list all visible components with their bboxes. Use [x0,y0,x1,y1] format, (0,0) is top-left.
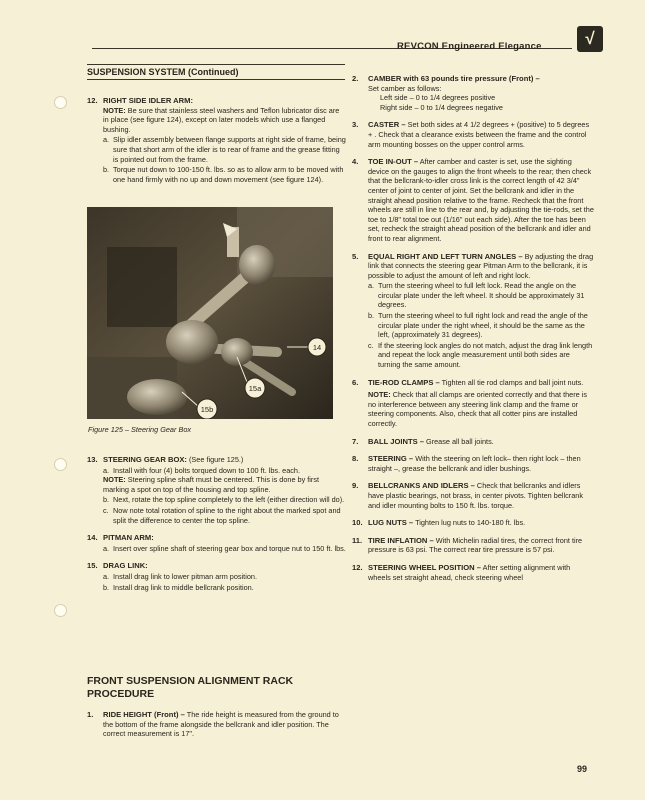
procedure-9: 9. BELLCRANKS AND IDLERS – Check that bellcranks and idlers have plastic bearings, not brass, in center pivots. Tighten bellcrank and idler mounting bolts to 150 ft. lbs. torque. [352,481,583,510]
substep-c: c. Now note total rotation of spline to the right about the marked spot and split the difference to center the top spline. [103,505,341,525]
procedure-1: 1. RIDE HEIGHT (Front) – The ride height is measured from the ground to the bottom of the frame alongside the bellcrank and idler position. The correct measurement is 17". [87,710,339,739]
binder-hole [54,458,67,471]
step-13: 13. STEERING GEAR BOX: (See figure 125.) a. Install with four (4) bolts torqued down to 100 ft. lbs. each. NOTE: Steering spline shaft must be centered. This is done by first marking a spot on top of the housing and top spline. b. Next, rotate the top spline completely to the left (either direction will do). c. Now note total rotation of spline to the right about the marked spot and split the difference to center the top spline. [87,455,347,525]
procedure-11: 11. TIRE INFLATION – With Michelin radial tires, the correct front tire pressure is 63 psi. The correct rear tire pressure is 57 psi. [352,535,583,555]
procedure-5: 5. EQUAL RIGHT AND LEFT TURN ANGLES – By adjusting the drag link that connects the steering gear Pitman Arm to the bellcrank, it is possible to adjust the amount of left and right lock. a. Turn the steering wheel to full left lock. Read the angle on the circular plate under the left wheel. It should be approximately 31 degrees. b. Turn the steering wheel to full right lock and read the angle of the circular plate under the right wheel, it should be the same as the left, (approximately 31 degrees). c. If the steering lock angles do not match, adjust the drag link length and repeat the lock angle measurement until both sides are turning the same amount. [352,251,594,370]
right-column [352,74,594,590]
callout-15a: 15a [248,384,262,393]
alignment-section-title: FRONT SUSPENSION ALIGNMENT RACK PROCEDURE [87,675,294,700]
substep-b: b. Torque nut down to 100-150 ft. lbs. so as to allow arm to be moved with one hand firmly with no up and down movement (see figure 124). [103,165,344,184]
substep-a: a. Slip idler assembly between flange supports at right side of frame, being sure that short arm of the idler is to rear of frame and the grease fitting is pointed out from the frame. [103,135,346,164]
substep-b: b. Install drag link to middle bellcrank position. [103,582,254,592]
steering-gear-box-photo [87,207,333,419]
substep-a: a. Install drag link to lower pitman arm position. [103,571,257,581]
left-column-bottom [87,710,347,747]
substep-a: a. Install with four (4) bolts torqued down to 100 ft. lbs. each. [103,465,300,475]
procedure-10: 10. LUG NUTS – Tighten lug nuts to 140-180 ft. lbs. [352,518,526,528]
procedure-2: 2. CAMBER with 63 pounds tire pressure (Front) – Set camber as follows: Left side – 0 to 1/4 degrees positive Right side – 0 to 1/4 degrees negative [352,74,540,112]
left-column-middle [87,455,347,600]
substep-a: a. Turn the steering wheel to full left lock. Read the angle on the circular plate under the left wheel. It should be approximately 31 degrees. [368,281,585,310]
substep-a: a. Insert over spline shaft of steering gear box and torque nut to 150 ft. lbs. [103,543,346,553]
brand-logo-icon: √ [577,26,603,52]
section-heading: SUSPENSION SYSTEM (Continued) [87,64,345,80]
page-number: 99 [577,764,588,774]
step-note: NOTE: Be sure that stainless steel washers and Teflon lubricator disc are in place (see figure 124), except on later models which use a flanged bushing. [103,105,340,134]
procedure-3: 3. CASTER – Set both sides at 4 1/2 degrees + (positive) to 5 degrees + . Check that a clearance exists between the frame and the control arm mounting bosses on the upper control arms. [352,120,590,149]
procedure-6: 6. TIE-ROD CLAMPS – Tighten all tie rod clamps and ball joint nuts. NOTE: Check that all clamps are oriented correctly and that there is no interference between any steering link clamp and the frame or steering components. Also, check that all cotter pins are installed correctly. [352,377,588,428]
step-14: 14. PITMAN ARM: a. Insert over spline shaft of steering gear box and torque nut to 150 ft. lbs. [87,533,346,553]
brand-name: REVCON Engineered Elegance [397,41,542,52]
step-15: 15. DRAG LINK: a. Install drag link to lower pitman arm position. b. Install drag link to middle bellcrank position. [87,561,347,592]
figure-caption: Figure 125 – Steering Gear Box [88,425,192,434]
substep-b: b. Next, rotate the top spline completely to the left (either direction will do). [103,495,345,505]
procedure-12: 12. STEERING WHEEL POSITION – After setting alignment with wheels set straight ahead, check steering wheel [352,562,571,582]
callout-15b: 15b [200,405,214,414]
procedure-8: 8. STEERING – With the steering on left lock– then right lock – then straight –, grease the bellcrank and idler bushings. [352,454,581,473]
procedure-4: 4. TOE IN-OUT – After camber and caster is set, use the sighting device on the gauges to align the front wheels to the rear; then check that the bellcrank-to-idler cross link is the correct length of 42 3/4" center of joint to center of joint. Set the bellcrank and idler in the straight ahead position relative to the frame. Recheck that the front wheels are still in line to the rear and, by adjusting the tie-rods, set the toe to 1/8" total toe out (1/16" out each side). After the toe has been set, recheck the straight ahead position of the bellcrank and idler and front to rear alignment. [352,157,594,243]
callout-14: 14 [312,343,322,352]
step-12: 12. RIGHT SIDE IDLER ARM: NOTE: Be sure that stainless steel washers and Teflon lubricator disc are in place (see figure 124), except on later models which use a flanged bushing. a. Slip idler assembly between flange supports at right side of frame, being sure that short arm of the idler is to rear of frame and the grease fitting is pointed out from the frame. b. Torque nut down to 100-150 ft. lbs. so as to allow arm to be moved with one hand firmly with no up and down movement (see figure 124). [87,96,346,184]
left-column-top [87,96,347,192]
photo-illustration [87,207,333,419]
substep-b: b. Turn the steering wheel to full right lock and read the angle of the circular plate under the right wheel, it should be the same as the left, (approximately 31 degrees). [368,311,588,340]
procedure-7: 7. BALL JOINTS – Grease all ball joints. [352,436,494,446]
step-title: RIGHT SIDE IDLER ARM: [103,96,193,105]
binder-hole [54,96,67,109]
substep-c: c. If the steering lock angles do not match, adjust the drag link length and repeat the lock angle measurement until both sides are turning the same amount. [368,340,593,370]
binder-hole [54,604,67,617]
